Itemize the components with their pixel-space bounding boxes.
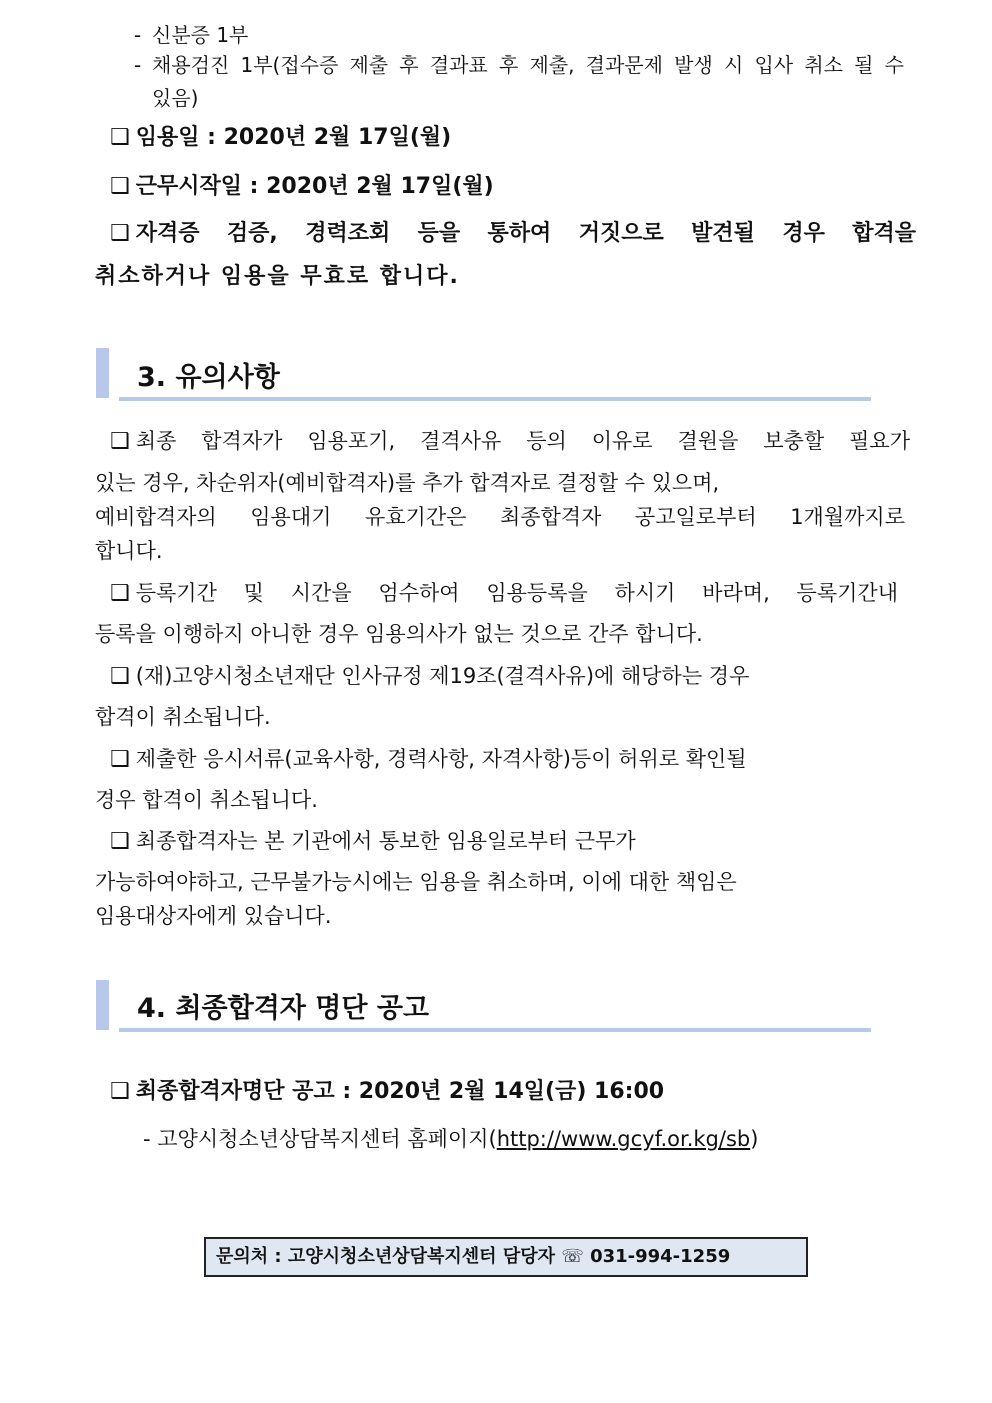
contact-phone: 031-994-1259 — [590, 1246, 731, 1267]
notice-paragraph-2-line-2: 등록을 이행하지 아니한 경우 임용의사가 없는 것으로 간주 합니다. — [95, 622, 703, 646]
list-item-health-check: - 채용검진 1부(접수증 제출 후 결과표 후 제출, 결과문제 발생 시 입사 취소 될 수 — [134, 53, 904, 77]
notice-paragraph-4: ❑ 제출한 응시서류(교육사항, 경력사항, 자격사항)등이 허위로 확인될 — [110, 747, 747, 772]
notice-paragraph-1-line-4: 합니다. — [95, 539, 163, 563]
checkbox-icon: ❑ — [110, 174, 130, 199]
notice-paragraph-1-line-2: 있는 경우, 차순위자(예비합격자)를 추가 합격자로 결정할 수 있으며, — [95, 471, 720, 495]
notice-paragraph-3-line-2: 합격이 취소됩니다. — [95, 705, 271, 729]
notice-paragraph-3: ❑ (재)고양시청소년재단 인사규정 제19조(결격사유)에 해당하는 경우 — [110, 664, 750, 689]
homepage-line: - 고양시청소년상담복지센터 홈페이지(http://www.gcyf.or.kg/sb) — [143, 1127, 759, 1151]
checkbox-icon: ❑ — [110, 581, 130, 606]
section-3-title: 3. 유의사항 — [137, 362, 280, 393]
checkbox-icon: ❑ — [110, 747, 130, 772]
section-4-title: 4. 최종합격자 명단 공고 — [137, 993, 429, 1024]
notice-paragraph-2: ❑ 등록기간 및 시간을 엄수하여 임용등록을 하시기 바라며, 등록기간내 — [110, 581, 898, 606]
checkbox-icon: ❑ — [110, 1079, 130, 1104]
contact-box: 문의처 : 고양시청소년상담복지센터 담당자 ☏ 031-994-1259 — [204, 1237, 808, 1277]
section-bar — [96, 348, 109, 398]
final-list-announcement: ❑ 최종합격자명단 공고 : 2020년 2월 14일(금) 16:00 — [110, 1079, 665, 1104]
section-underline — [119, 397, 871, 401]
checkbox-icon: ❑ — [110, 429, 130, 454]
notice-paragraph-5: ❑ 최종합격자는 본 기관에서 통보한 임용일로부터 근무가 — [110, 829, 636, 854]
phone-icon: ☏ — [561, 1246, 584, 1267]
checkbox-icon: ❑ — [110, 125, 130, 150]
homepage-link[interactable]: http://www.gcyf.or.kg/sb — [496, 1127, 751, 1151]
false-notice-cont: 취소하거나 임용을 무효로 합니다. — [95, 264, 460, 289]
list-item-id-card: - 신분증 1부 — [134, 23, 249, 47]
list-item-health-check-cont: 있음) — [152, 86, 199, 110]
notice-paragraph-5-line-2: 가능하여야하고, 근무불가능시에는 임용을 취소하며, 이에 대한 책임은 — [95, 870, 737, 894]
checkbox-icon: ❑ — [110, 829, 130, 854]
section-underline — [119, 1028, 871, 1032]
checkbox-icon: ❑ — [110, 664, 130, 689]
appointment-date: ❑ 임용일 : 2020년 2월 17일(월) — [110, 125, 452, 150]
notice-paragraph-4-line-2: 경우 합격이 취소됩니다. — [95, 788, 318, 812]
work-start-date: ❑ 근무시작일 : 2020년 2월 17일(월) — [110, 174, 494, 199]
false-notice: ❑ 자격증 검증, 경력조회 등을 통하여 거짓으로 발견될 경우 합격을 — [110, 221, 916, 246]
notice-paragraph-5-line-3: 임용대상자에게 있습니다. — [95, 904, 332, 928]
checkbox-icon: ❑ — [110, 221, 130, 246]
notice-paragraph-1: ❑ 최종 합격자가 임용포기, 결격사유 등의 이유로 결원을 보충할 필요가 — [110, 429, 910, 454]
section-bar — [96, 980, 109, 1030]
notice-paragraph-1-line-3: 예비합격자의 임용대기 유효기간은 최종합격자 공고일로부터 1개월까지로 — [95, 505, 905, 529]
